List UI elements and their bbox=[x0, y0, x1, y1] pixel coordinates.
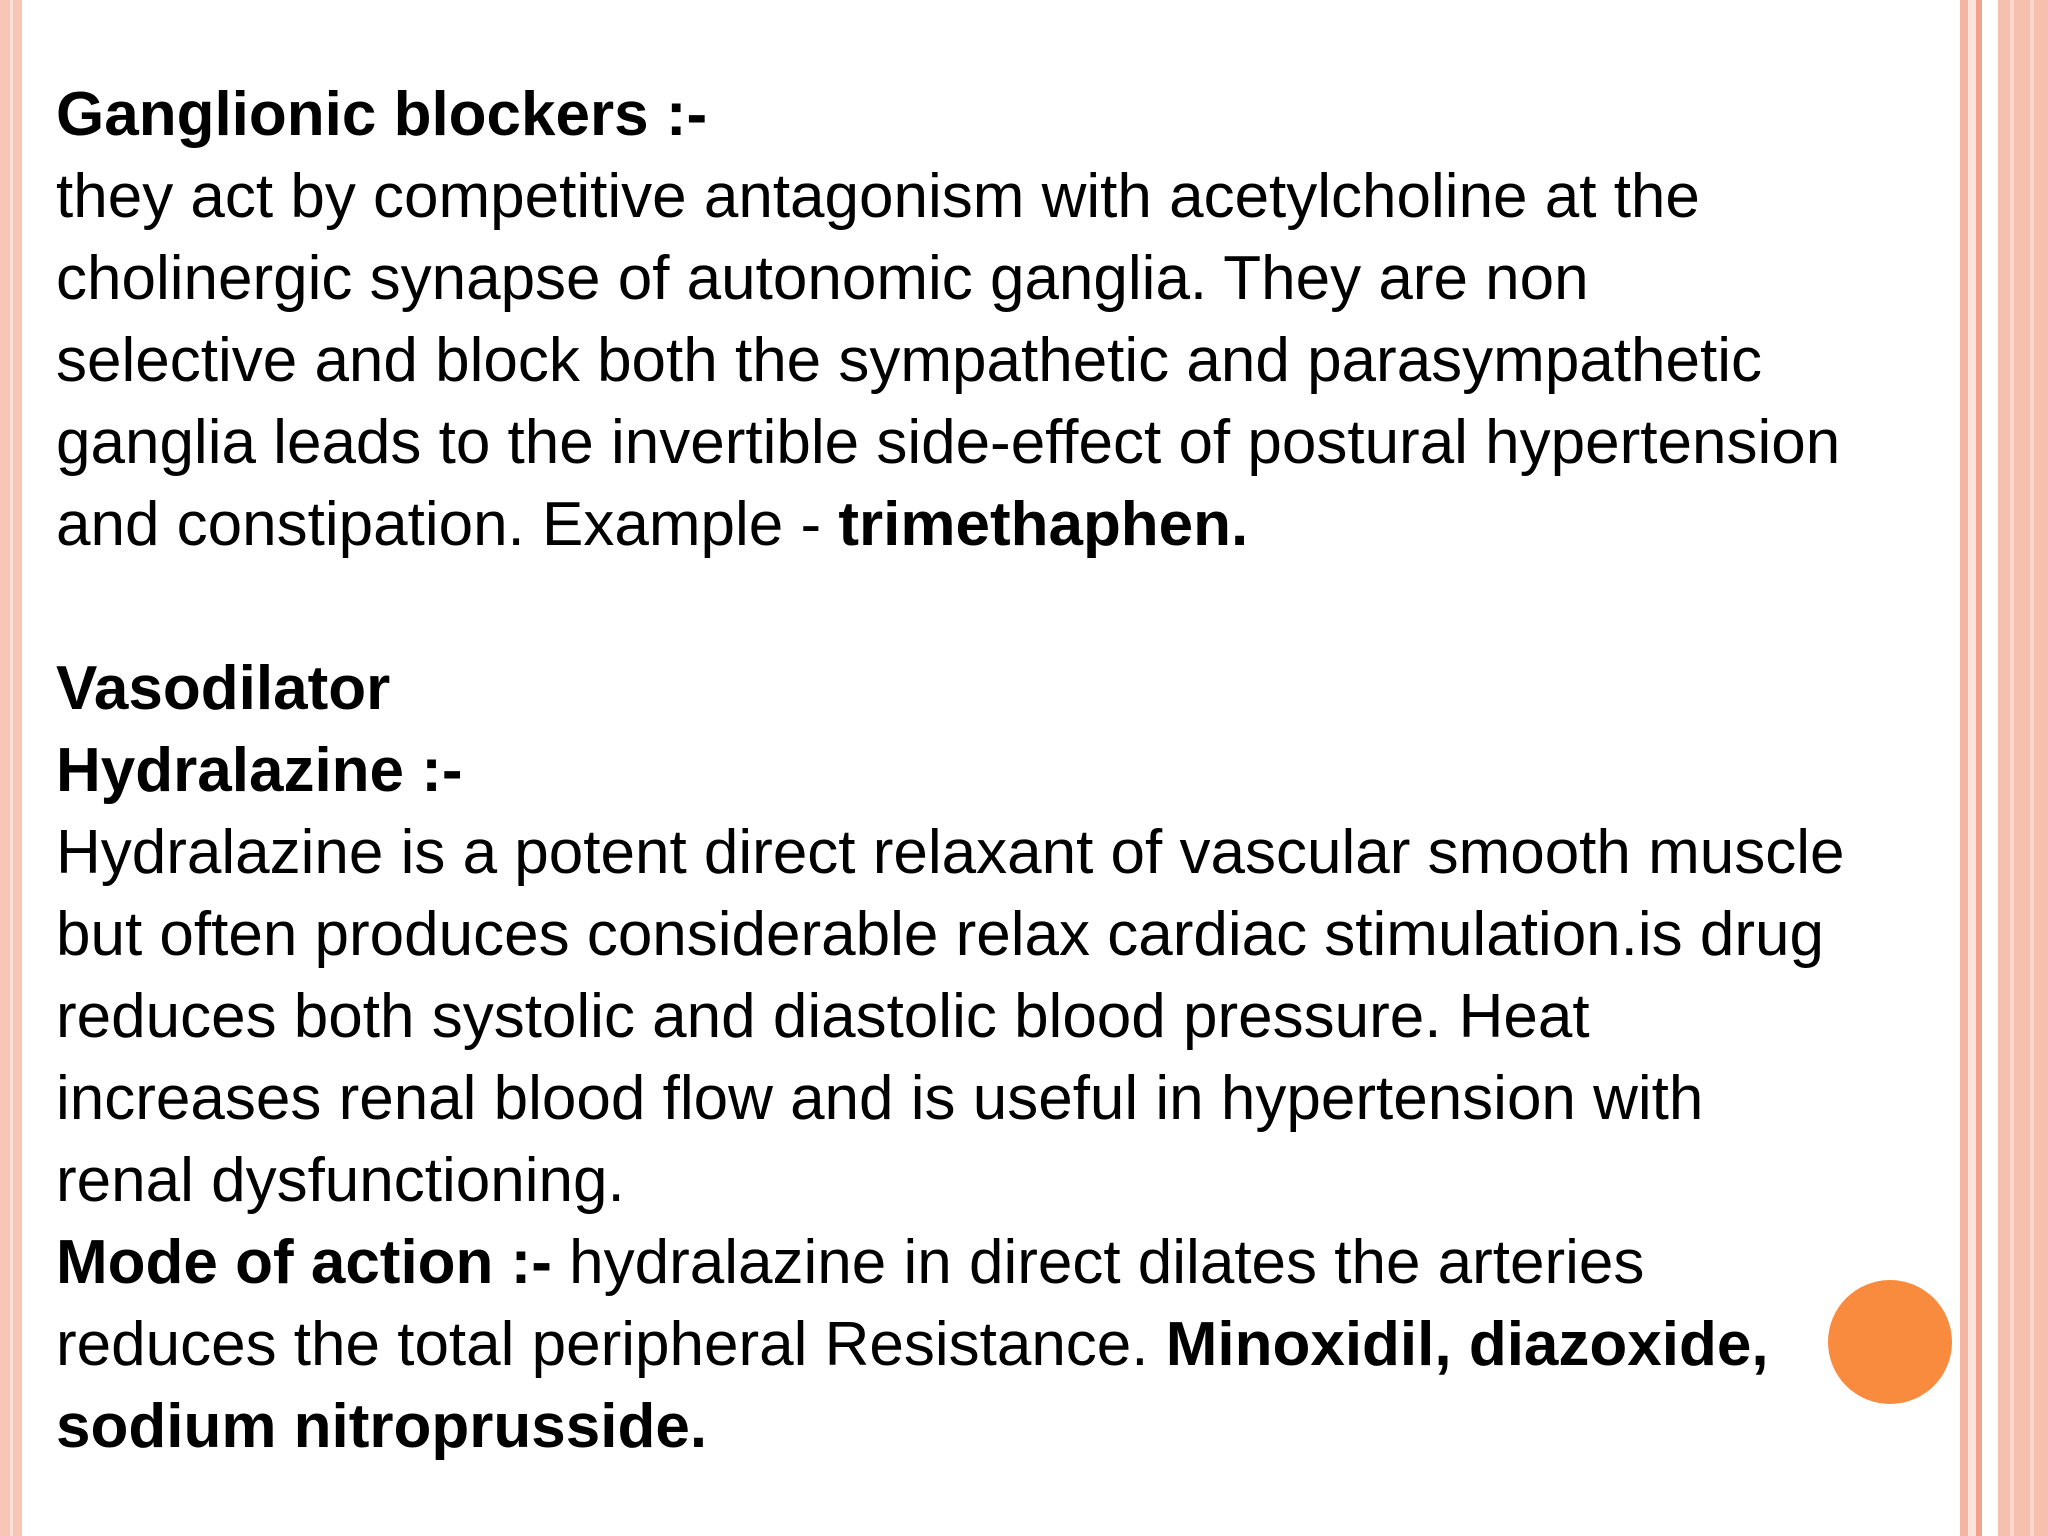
left-border-line bbox=[10, 0, 13, 1536]
mode-of-action-text: hydralazine in direct dilates the arteries bbox=[551, 1228, 1645, 1297]
mode-of-action-line bbox=[56, 1222, 2016, 1304]
spacer bbox=[56, 566, 2016, 648]
hydralazine-line: reduces both systolic and diastolic blood pressure. Heat bbox=[56, 982, 1590, 1051]
ganglionic-line: selective and block both the sympathetic and parasympathetic bbox=[56, 326, 1762, 395]
mode-of-action-label: Mode of action :- bbox=[56, 1228, 552, 1297]
hydralazine-line: Hydralazine is a potent direct relaxant of vascular smooth muscle bbox=[56, 818, 1845, 887]
drug-examples: Minoxidil, diazoxide, bbox=[1165, 1310, 1769, 1379]
hydralazine-line: renal dysfunctioning. bbox=[56, 1146, 625, 1215]
hydralazine-heading: Hydralazine :- bbox=[56, 736, 463, 805]
slide-content bbox=[56, 74, 2016, 1468]
ganglionic-line: ganglia leads to the invertible side-effect of postural hypertension bbox=[56, 408, 1841, 477]
ganglionic-line: cholinergic synapse of autonomic ganglia. They are non bbox=[56, 244, 1589, 313]
hydralazine-line: increases renal blood flow and is useful in hypertension with bbox=[56, 1064, 1704, 1133]
ganglionic-example: trimethaphen. bbox=[838, 490, 1249, 559]
resistance-line bbox=[56, 1304, 2016, 1386]
accent-circle bbox=[1828, 1280, 1952, 1404]
ganglionic-line: they act by competitive antagonism with acetylcholine at the bbox=[56, 162, 1700, 231]
ganglionic-last-text: and constipation. Example - bbox=[56, 490, 839, 559]
drug-examples-cont: sodium nitroprusside. bbox=[56, 1392, 708, 1461]
ganglionic-heading: Ganglionic blockers :- bbox=[56, 80, 708, 149]
resistance-text: reduces the total peripheral Resistance. bbox=[56, 1310, 1166, 1379]
right-border-band bbox=[2030, 0, 2034, 1536]
ganglionic-last-line bbox=[56, 484, 2016, 566]
vasodilator-heading: Vasodilator bbox=[56, 654, 391, 723]
hydralazine-line: but often produces considerable relax cardiac stimulation.is drug bbox=[56, 900, 1824, 969]
